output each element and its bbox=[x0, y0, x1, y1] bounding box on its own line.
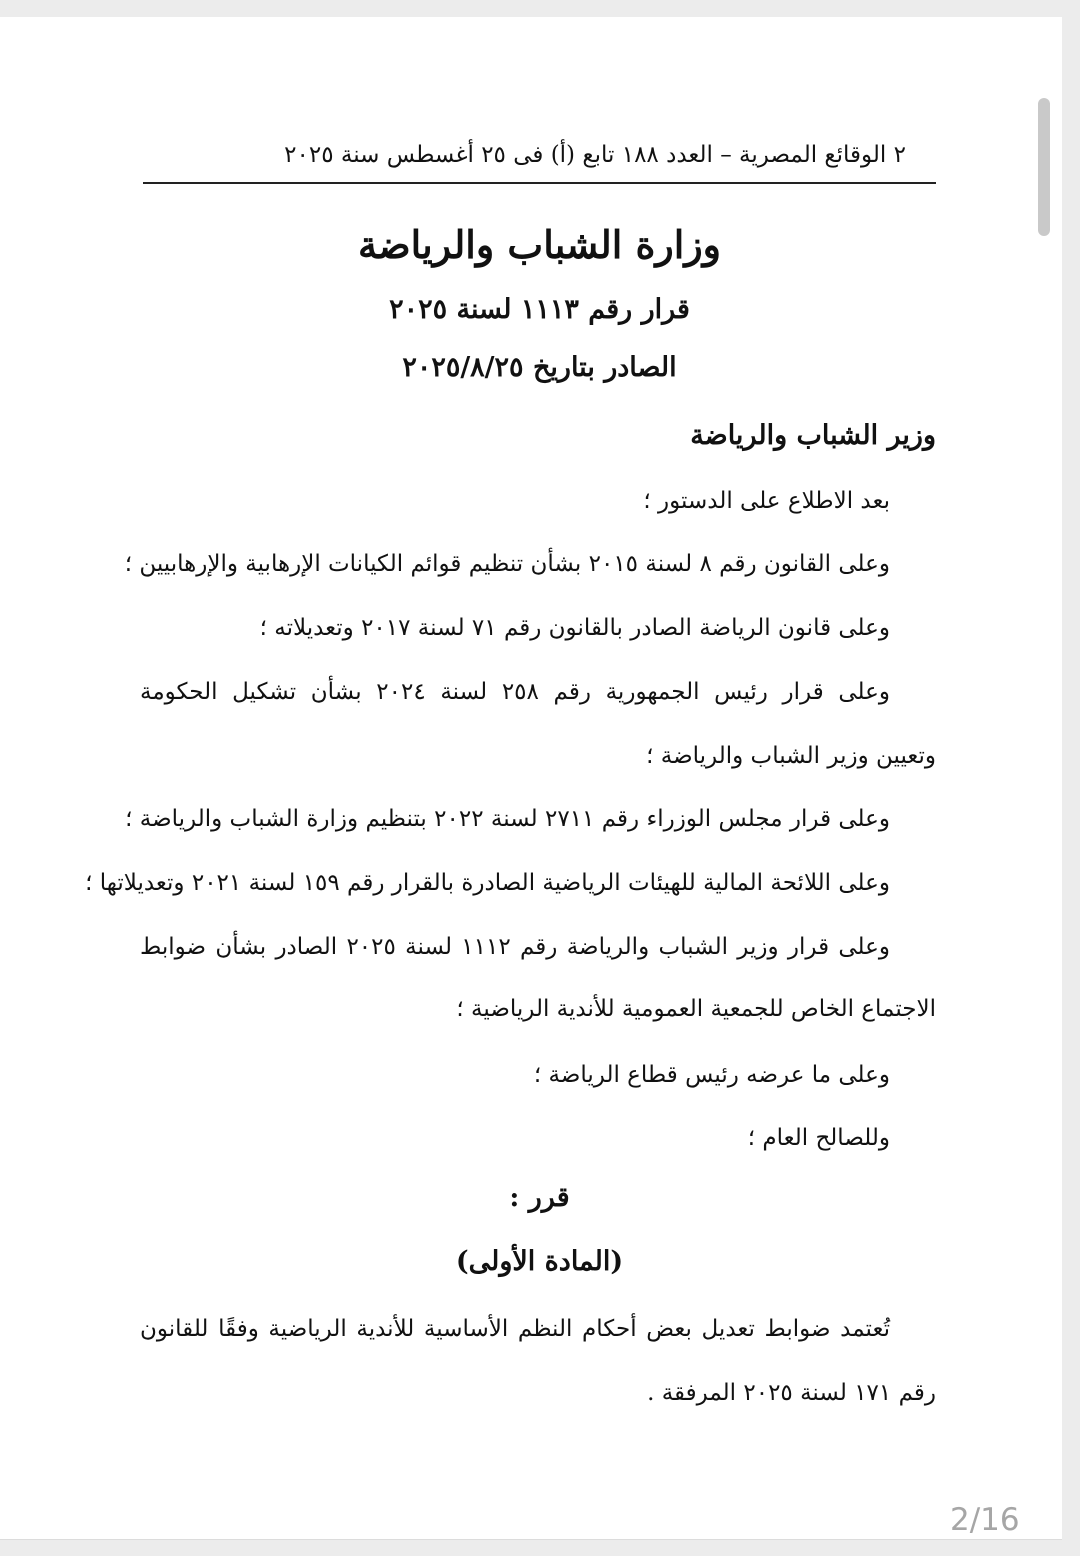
article-title: (المادة الأولى) bbox=[455, 1246, 624, 1277]
page-counter: 2/16 bbox=[950, 1502, 1020, 1538]
header-text: ٢ الوقائع المصرية – العدد ١٨٨ تابع (أ) فى ٢٥ أغسطس سنة ٢٠٢٥ bbox=[284, 142, 906, 168]
scrollbar-thumb[interactable] bbox=[1038, 98, 1050, 236]
preamble-line: وعلى القانون رقم ٨ لسنة ٢٠١٥ بشأن تنظيم قوائم الكيانات الإرهابية والإرهابيين ؛ bbox=[124, 551, 890, 577]
article-line: رقم ١٧١ لسنة ٢٠٢٥ المرفقة . bbox=[647, 1380, 936, 1406]
article-line: تُعتمد ضوابط تعديل بعض أحكام النظم الأساسية للأندية الرياضية وفقًا للقانون bbox=[140, 1316, 890, 1342]
preamble-line: وتعيين وزير الشباب والرياضة ؛ bbox=[646, 743, 936, 769]
gazette-header bbox=[143, 140, 936, 184]
preamble-line: وعلى اللائحة المالية للهيئات الرياضية الصادرة بالقرار رقم ١٥٩ لسنة ٢٠٢١ وتعديلاتها ؛ bbox=[85, 870, 890, 896]
decided-heading: قرر : bbox=[509, 1182, 570, 1213]
preamble-line: وللصالح العام ؛ bbox=[747, 1125, 890, 1151]
preamble-line: وعلى قانون الرياضة الصادر بالقانون رقم ٧١ لسنة ٢٠١٧ وتعديلاته ؛ bbox=[259, 615, 890, 641]
preamble-line: وعلى قرار وزير الشباب والرياضة رقم ١١١٢ لسنة ٢٠٢٥ الصادر بشأن ضوابط bbox=[140, 934, 890, 960]
preamble-line: وعلى ما عرضه رئيس قطاع الرياضة ؛ bbox=[533, 1062, 890, 1088]
minister-heading: وزير الشباب والرياضة bbox=[690, 420, 936, 451]
preamble-line: وعلى قرار مجلس الوزراء رقم ٢٧١١ لسنة ٢٠٢٢ بتنظيم وزارة الشباب والرياضة ؛ bbox=[125, 806, 890, 832]
preamble-line: الاجتماع الخاص للجمعية العمومية للأندية الرياضية ؛ bbox=[456, 996, 936, 1022]
preamble-line: وعلى قرار رئيس الجمهورية رقم ٢٥٨ لسنة ٢٠٢٤ بشأن تشكيل الحكومة bbox=[140, 679, 891, 705]
issued-date: الصادر بتاريخ ٢٠٢٥/٨/٢٥ bbox=[402, 352, 677, 383]
decree-number: قرار رقم ١١١٣ لسنة ٢٠٢٥ bbox=[389, 294, 690, 325]
preamble-line: بعد الاطلاع على الدستور ؛ bbox=[643, 488, 890, 514]
ministry-title: وزارة الشباب والرياضة bbox=[357, 222, 722, 267]
